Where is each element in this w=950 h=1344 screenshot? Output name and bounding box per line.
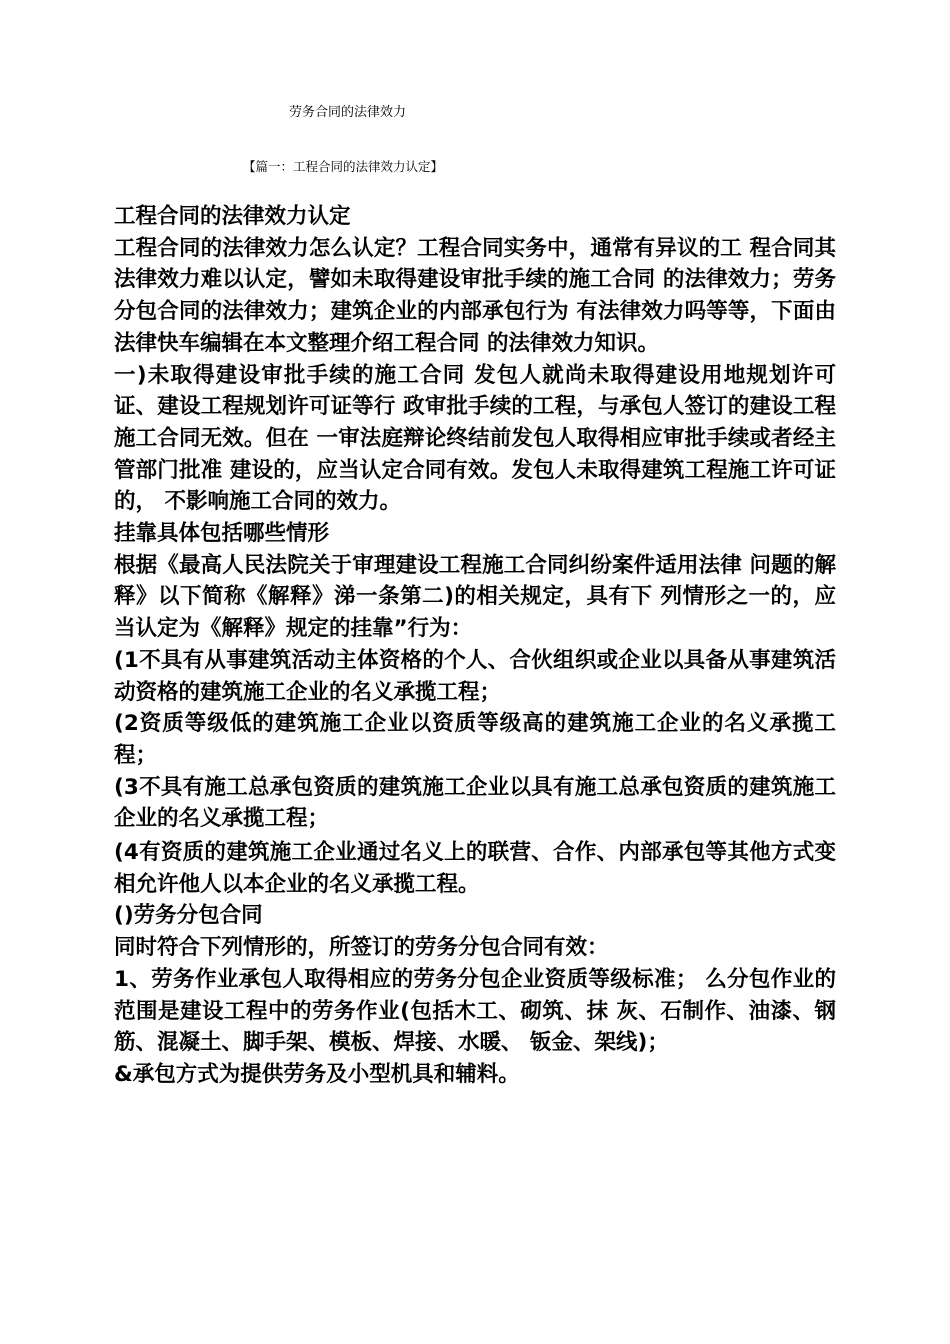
document-body	[114, 201, 836, 1091]
list-item: (4有资质的建筑施工企业通过名义上的联营、合作、内部承包等其他方式变相允许他人以本企业的名义承揽工程。	[114, 840, 836, 897]
subheading-affiliation: 挂靠具体包括哪些情形	[114, 521, 330, 547]
section-heading: 工程合同的法律效力认定	[114, 204, 351, 229]
paragraph-unapproved-construction: 一)未取得建设审批手续的施工合同 发包人就尚未取得建设用地规划许可证、建设工程规划许可证等行 政审批手续的工程，与承包人签订的建设工程施工合同无效。但在 一审法庭辩论终结前发包人取得相应审批手续或者经主管部门批准 建设的，应当认定合同有效。发包人未取得建筑工程施工许可证的， 不影响施工合同的效力。	[114, 362, 836, 515]
list-item: (3不具有施工总承包资质的建筑施工企业以具有施工总承包资质的建筑施工企业的名义承揽工程；	[114, 774, 836, 832]
list-item: (2资质等级低的建筑施工企业以资质等级高的建筑施工企业的名义承揽工程；	[114, 711, 836, 768]
intro-paragraph: 工程合同的法律效力怎么认定？工程合同实务中，通常有异议的工 程合同其法律效力难以认定，譬如未取得建设审批手续的施工合同 的法律效力；劳务分包合同的法律效力；建筑企业的内部承包行为 有法律效力吗等等，下面由法律快车编辑在本文整理介绍工程合同 的法律效力知识。	[114, 235, 836, 356]
paragraph-validity-conditions: 同时符合下列情形的，所签订的劳务分包合同有效：	[114, 935, 609, 961]
list-item: (1不具有从事建筑活动主体资格的个人、合伙组织或企业以具备从事建筑活动资格的建筑施工企业的名义承揽工程；	[114, 647, 836, 705]
document-title: 劳务合同的法律效力	[289, 105, 407, 120]
document-subtitle: 【篇一：工程合同的法律效力认定】	[243, 159, 444, 174]
subheading-labor-subcontract: ()劳务分包合同	[114, 903, 263, 929]
list-item: 1、劳务作业承包人取得相应的劳务分包企业资质等级标准； 么分包作业的范围是建设工程中的劳务作业(包括木工、砌筑、抹 灰、石制作、油漆、钢筋、混凝土、脚手架、模板、焊接、水暖、 钣金、架线)；	[114, 966, 836, 1056]
paragraph-judicial-interpretation: 根据《最高人民法院关于审理建设工程施工合同纠纷案件适用法律 问题的解释》以下简称《解释》涕一条第二)的相关规定，具有下 列情形之一的，应当认定为《解释》规定的挂靠”行为：	[114, 552, 836, 642]
list-item: &承包方式为提供劳务及小型机具和辅料。	[114, 1061, 520, 1087]
